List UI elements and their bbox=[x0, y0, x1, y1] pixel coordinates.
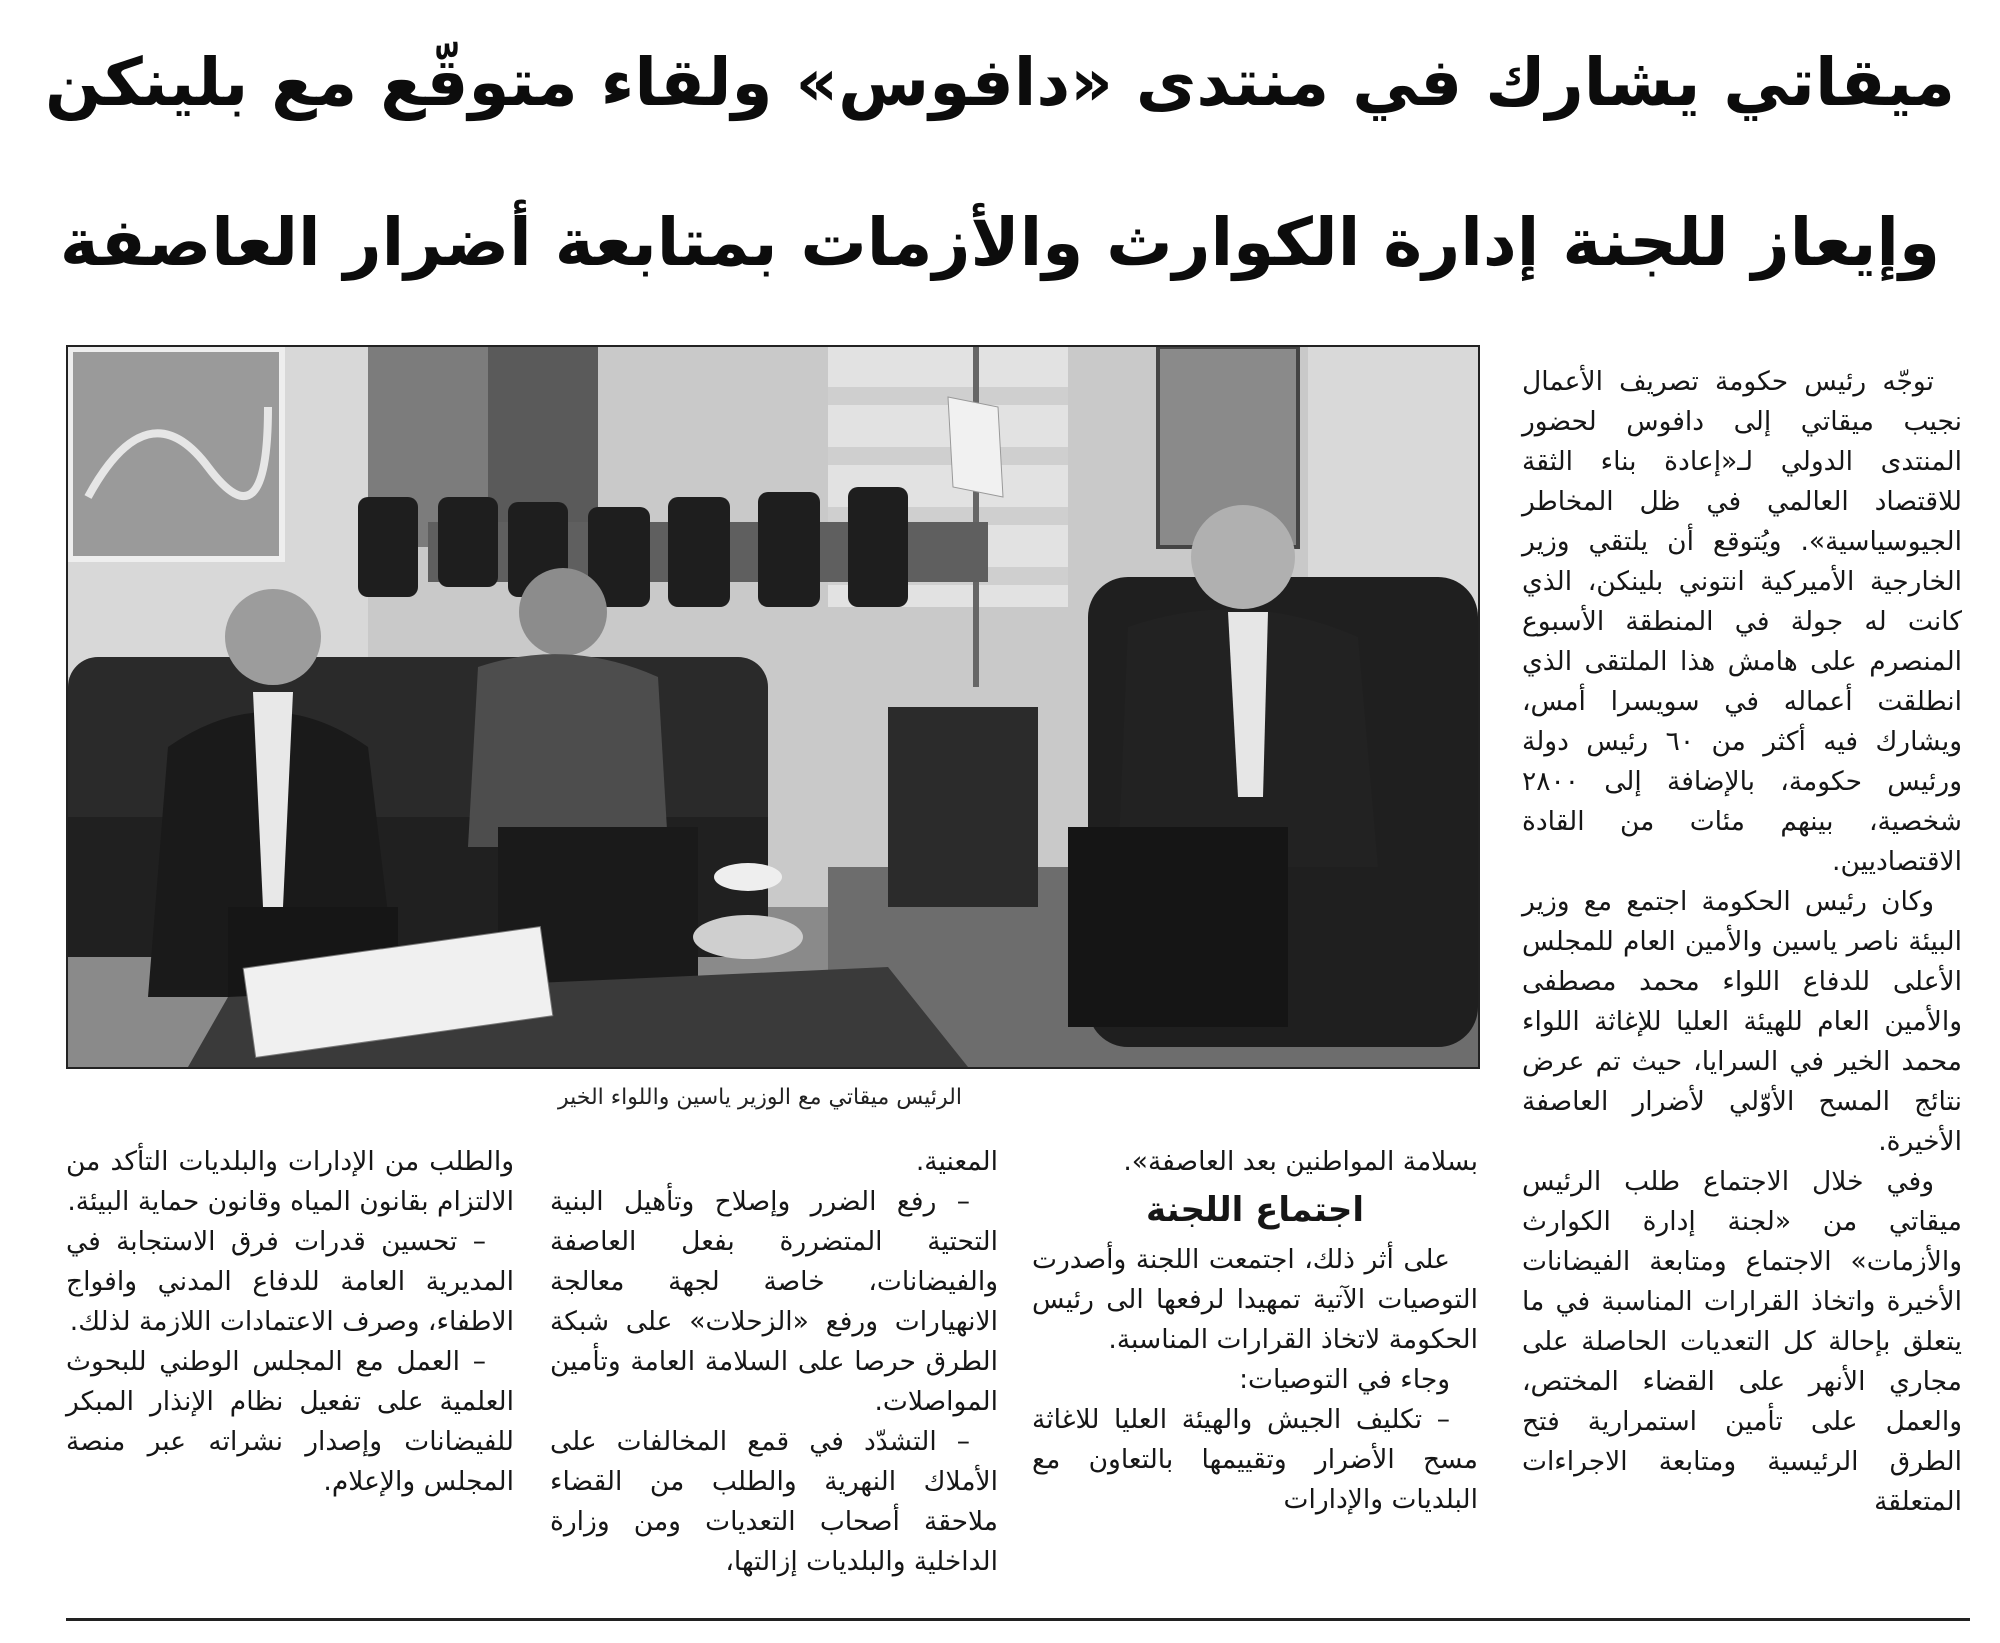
article-column-1 bbox=[1032, 1142, 1478, 1520]
paragraph: على أثر ذلك، اجتمعت اللجنة وأصدرت التوصيات الآتية تمهيدا لرفعها الى رئيس الحكومة لاتخاذ القرارات المناسبة. bbox=[1032, 1244, 1478, 1355]
article-column-3 bbox=[66, 1142, 514, 1502]
paragraph: توجّه رئيس حكومة تصريف الأعمال نجيب ميقاتي إلى دافوس لحضور المنتدى الدولي لـ«إعادة بناء الثقة للاقتصاد العالمي في ظل المخاطر الجيوسياسية». ويُتوقع أن يلتقي وزير الخارجية الأميركية انتوني بلينكن، الذي كانت له جولة في المنطقة الأسبوع المنصرم على هامش هذا الملتقى الذي انطلقت أعماله في سويسرا أمس، ويشارك فيه أكثر من ٦٠ رئيس دولة ورئيس حكومة، بالإضافة إلى ٢٨٠٠ شخصية، بينهم مئات من القادة الاقتصاديين. bbox=[1522, 366, 1962, 877]
paragraph: – التشدّد في قمع المخالفات على الأملاك النهرية والطلب من القضاء ملاحقة أصحاب التعديات ومن وزارة الداخلية والبلديات إزالتها، bbox=[550, 1426, 998, 1577]
paragraph: – تحسين قدرات فرق الاستجابة في المديرية العامة للدفاع المدني وافواج الاطفاء، وصرف الاعتمادات اللازمة لذلك. bbox=[66, 1226, 514, 1337]
headline-line-2: وإيعاز للجنة إدارة الكوارث والأزمات بمتابعة أضرار العاصفة bbox=[59, 204, 1941, 281]
paragraph: وفي خلال الاجتماع طلب الرئيس ميقاتي من «لجنة إدارة الكوارث والأزمات» الاجتماع ومتابعة الفيضانات الأخيرة واتخاذ القرارات المناسبة في ما يتعلق بإحالة كل التعديات الحاصلة على مجاري الأنهر على القضاء المختص، والعمل على تأمين استمرارية فتح الطرق الرئيسية ومتابعة الاجراءات المتعلقة bbox=[1522, 1166, 1962, 1517]
paragraph: – رفع الضرر وإصلاح وتأهيل البنية التحتية المتضررة بفعل العاصفة والفيضانات، خاصة لجهة معالجة الانهيارات ورفع «الزحلات» على شبكة الطرق حرصا على السلامة العامة وتأمين المواصلات. bbox=[550, 1186, 998, 1417]
paragraph: وجاء في التوصيات: bbox=[1239, 1364, 1450, 1395]
article-column-2 bbox=[550, 1142, 998, 1582]
headline-line-1: ميقاتي يشارك في منتدى «دافوس» ولقاء متوقّع مع بلينكن bbox=[44, 44, 1956, 121]
paragraph: المعنية. bbox=[915, 1146, 998, 1177]
paragraph: – تكليف الجيش والهيئة العليا للاغاثة مسح الأضرار وتقييمها بالتعاون مع البلديات والإدارات bbox=[1032, 1404, 1478, 1515]
paragraph: – العمل مع المجلس الوطني للبحوث العلمية على تفعيل نظام الإنذار المبكر للفيضانات وإصدار نشراته عبر منصة المجلس والإعلام. bbox=[66, 1346, 514, 1497]
section-subheading: اجتماع اللجنة bbox=[1146, 1190, 1364, 1230]
paragraph: والطلب من الإدارات والبلديات التأكد من الالتزام بقانون المياه وقانون حماية البيئة. bbox=[66, 1146, 514, 1217]
paragraph: وكان رئيس الحكومة اجتمع مع وزير البيئة ناصر ياسين والأمين العام للمجلس الأعلى للدفاع اللواء محمد مصطفى والأمين العام للهيئة العليا للإغاثة اللواء محمد الخير في السرايا، حيث تم عرض نتائج المسح الأوّلي لأضرار العاصفة الأخيرة. bbox=[1522, 886, 1962, 1157]
paragraph: بسلامة المواطنين بعد العاصفة». bbox=[1123, 1146, 1478, 1177]
article-photo bbox=[66, 345, 1480, 1069]
bottom-rule bbox=[66, 1618, 1970, 1621]
article-column-right bbox=[1522, 362, 1962, 1522]
photo-caption: الرئيس ميقاتي مع الوزير ياسين واللواء الخير bbox=[558, 1085, 962, 1110]
